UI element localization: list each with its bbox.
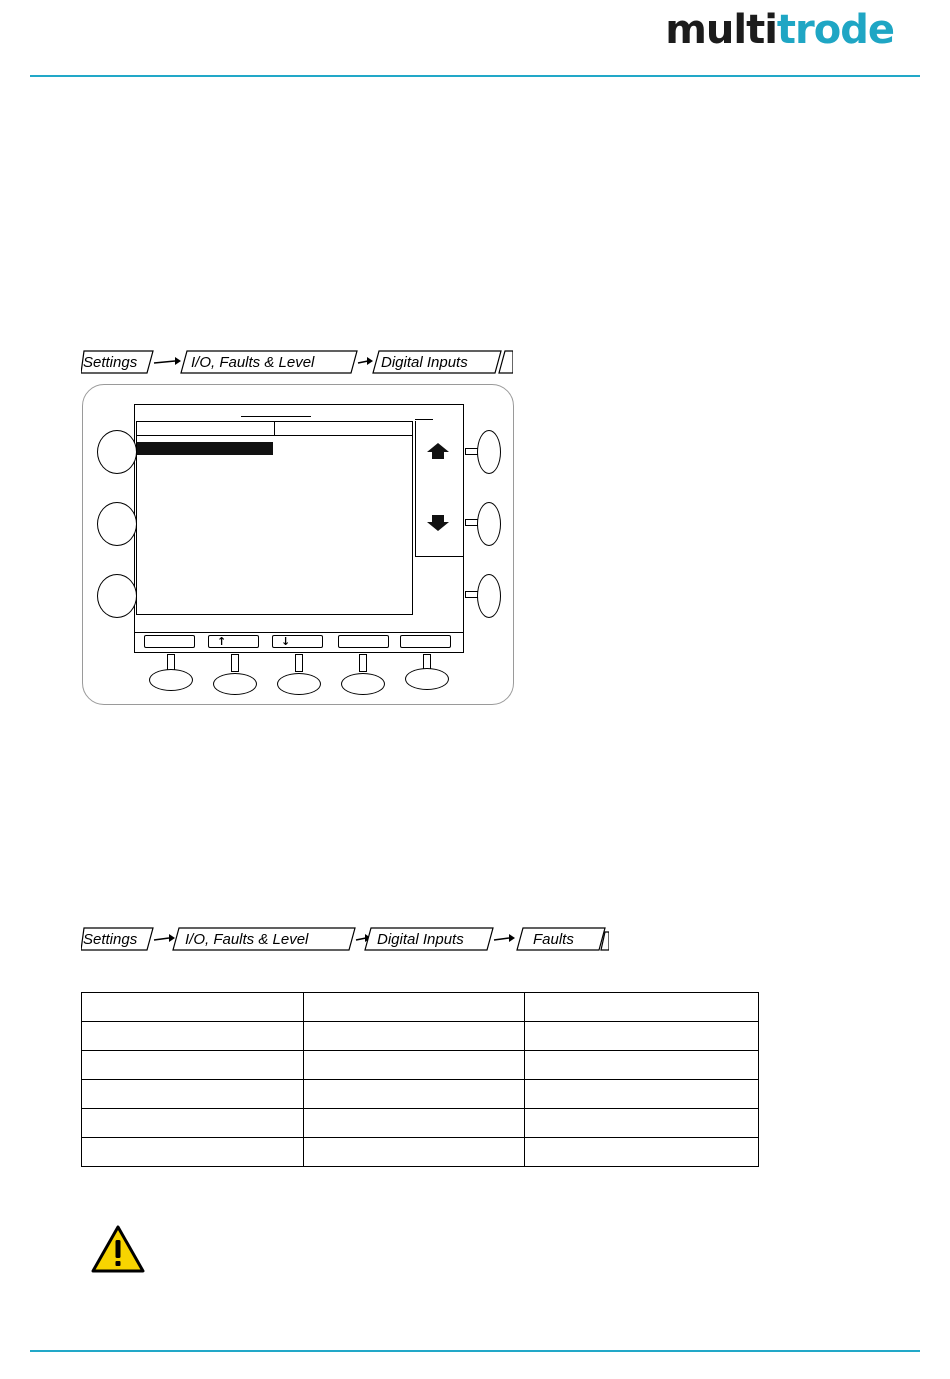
- right-button-3[interactable]: [477, 574, 501, 618]
- softkey-up[interactable]: [208, 635, 259, 648]
- arrow-down-icon: ↓: [281, 635, 291, 648]
- breadcrumb-item-faults[interactable]: [517, 928, 605, 950]
- svg-text:Digital Inputs: Digital Inputs: [381, 354, 468, 371]
- warning-icon: [91, 1225, 145, 1273]
- bottom-button-2-stem: [231, 654, 239, 672]
- svg-text:Settings: Settings: [83, 354, 138, 371]
- right-button-1[interactable]: [477, 430, 501, 474]
- breadcrumb-arrow-icon: [154, 934, 175, 942]
- breadcrumb-arrow-icon: [494, 934, 515, 942]
- table-cell: [303, 1138, 525, 1167]
- bottom-button-5[interactable]: [405, 668, 449, 690]
- svg-text:I/O, Faults & Level: I/O, Faults & Level: [185, 931, 309, 948]
- selected-list-row[interactable]: [137, 442, 273, 455]
- svg-text:Faults: Faults: [533, 931, 574, 948]
- table-row: [82, 993, 759, 1022]
- multitrode-logo: [665, 8, 894, 52]
- breadcrumb-arrow-icon: [154, 357, 181, 365]
- faults-table: [81, 992, 759, 1167]
- bottom-button-2[interactable]: [213, 673, 257, 695]
- table-cell: [303, 1080, 525, 1109]
- breadcrumb-item-digital-inputs[interactable]: [373, 351, 501, 373]
- header-rule: [30, 75, 920, 77]
- softkey-1[interactable]: [144, 635, 195, 648]
- breadcrumb-arrow-icon: [358, 357, 373, 365]
- arrow-up-icon: [427, 443, 449, 459]
- scroll-panel: [415, 421, 463, 557]
- table-row: [82, 1022, 759, 1051]
- left-button-3[interactable]: [97, 574, 137, 618]
- table-cell: [525, 1051, 759, 1080]
- bottom-button-3[interactable]: [277, 673, 321, 695]
- bottom-button-3-stem: [295, 654, 303, 672]
- bottom-button-4-stem: [359, 654, 367, 672]
- table-cell: [82, 1051, 304, 1080]
- bottom-button-4[interactable]: [341, 673, 385, 695]
- table-cell: [303, 1022, 525, 1051]
- svg-text:I/O, Faults & Level: I/O, Faults & Level: [191, 354, 315, 371]
- table-cell: [303, 993, 525, 1022]
- breadcrumb-top: [81, 349, 513, 375]
- table-row: [82, 1080, 759, 1109]
- screen-title-underline: [241, 416, 311, 417]
- table-cell: [82, 1022, 304, 1051]
- logo-part-multi: multi: [665, 7, 777, 53]
- table-row: [82, 1051, 759, 1080]
- breadcrumb-item-settings[interactable]: [81, 351, 153, 373]
- breadcrumb-edge: [499, 351, 513, 373]
- breadcrumb-item-settings[interactable]: [81, 928, 153, 950]
- table-cell: [525, 1080, 759, 1109]
- table-row: [82, 1138, 759, 1167]
- svg-text:Digital Inputs: Digital Inputs: [377, 931, 464, 948]
- table-cell: [303, 1051, 525, 1080]
- breadcrumb-item-io-faults-level[interactable]: [181, 351, 357, 373]
- softkey-4[interactable]: [338, 635, 389, 648]
- breadcrumb-item-io-faults-level[interactable]: [173, 928, 355, 950]
- softkey-down[interactable]: [272, 635, 323, 648]
- table-cell: [525, 993, 759, 1022]
- left-button-1[interactable]: [97, 430, 137, 474]
- right-button-2[interactable]: [477, 502, 501, 546]
- table-cell: [525, 1109, 759, 1138]
- bottom-button-1[interactable]: [149, 669, 193, 691]
- breadcrumb-bottom: [81, 926, 609, 952]
- table-cell: [303, 1109, 525, 1138]
- arrow-up-icon: ↑: [217, 635, 227, 648]
- softkey-divider: [134, 632, 464, 633]
- arrow-down-icon: [427, 515, 449, 531]
- table-cell: [82, 1109, 304, 1138]
- table-row: [82, 1109, 759, 1138]
- table-cell: [82, 1080, 304, 1109]
- left-button-2[interactable]: [97, 502, 137, 546]
- list-column-divider: [274, 421, 275, 436]
- table-cell: [82, 993, 304, 1022]
- softkey-5[interactable]: [400, 635, 451, 648]
- table-cell: [525, 1138, 759, 1167]
- table-cell: [82, 1138, 304, 1167]
- table-cell: [525, 1022, 759, 1051]
- logo-part-trode: trode: [776, 7, 894, 53]
- svg-text:Settings: Settings: [83, 931, 138, 948]
- footer-rule: [30, 1350, 920, 1352]
- scroll-panel-tick: [415, 419, 433, 420]
- breadcrumb-item-digital-inputs[interactable]: [365, 928, 493, 950]
